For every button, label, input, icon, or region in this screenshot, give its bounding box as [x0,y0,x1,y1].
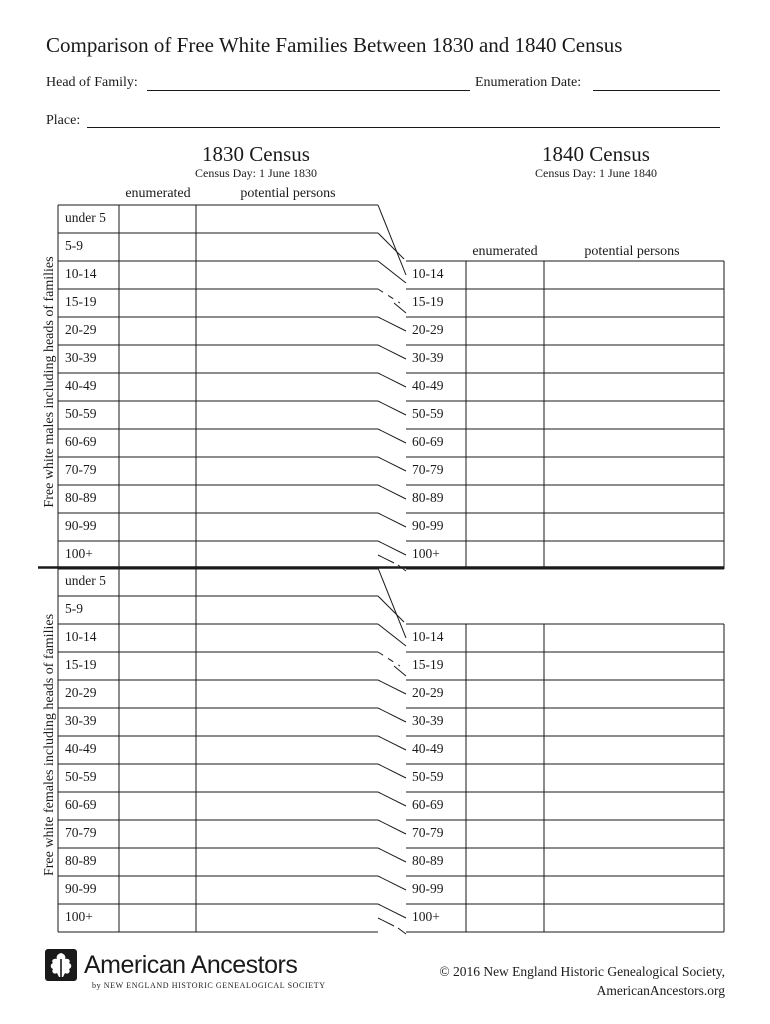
males-1840-age-label: 90-99 [412,518,444,533]
females-1830-age-label: 20-29 [65,685,97,700]
enumeration-date-label: Enumeration Date: [475,75,582,90]
females-connector-line [378,876,406,890]
females-connector-line [398,928,406,934]
males-connector-line [378,429,406,443]
females-1830-age-label: 70-79 [65,825,97,840]
males-1840-age-label: 50-59 [412,406,444,421]
females-connector-line [378,792,406,806]
females-1840-age-label: 30-39 [412,713,444,728]
males-1830-age-label: 100+ [65,546,93,561]
females-1840-age-label: 100+ [412,909,440,924]
females-1830-age-label: 60-69 [65,797,97,812]
col-1830-enumerated: enumerated [125,186,191,201]
website-text: AmericanAncestors.org [596,983,725,998]
males-1840-age-label: 100+ [412,546,440,561]
females-1830-age-label: 50-59 [65,769,97,784]
females-connector-line [378,736,406,750]
females-1840-age-label: 40-49 [412,741,444,756]
males-1830-age-label: 80-89 [65,490,97,505]
males-1830-age-label: 90-99 [65,518,97,533]
col-1830-potential: potential persons [240,186,336,201]
males-1830-age-label: 40-49 [65,378,97,393]
oak-leaf-icon [44,948,78,982]
males-1840-age-label: 15-19 [412,294,444,309]
males-connector-line [378,485,406,499]
census-1840-day: Census Day: 1 June 1840 [535,166,657,180]
males-connector-line [378,317,406,331]
males-1830-age-label: 70-79 [65,462,97,477]
males-connector-line [394,303,406,313]
males-1840-age-label: 70-79 [412,462,444,477]
females-connector-line [378,708,406,722]
males-connector-line [378,541,406,555]
females-1830-age-label: 10-14 [65,629,97,644]
males-connector-line [378,289,400,303]
females-1830-age-label: 30-39 [65,713,97,728]
males-connector-line [378,457,406,471]
females-1840-age-label: 10-14 [412,629,444,644]
males-1830-age-label: 10-14 [65,266,97,281]
males-connector-line [378,373,406,387]
copyright-text: © 2016 New England Historic Genealogical Society, [439,964,725,979]
males-1830-age-label: 50-59 [65,406,97,421]
place-label: Place: [46,113,81,128]
census-1840-title: 1840 Census [542,142,650,166]
males-1840-age-label: 10-14 [412,266,444,281]
males-1830-age-label: 60-69 [65,434,97,449]
females-1830-age-label: 5-9 [65,601,83,616]
females-connector-line [378,918,394,926]
page-title: Comparison of Free White Families Between 1830 and 1840 Census [46,33,623,57]
males-1840-age-label: 30-39 [412,350,444,365]
males-connector-line [378,401,406,415]
males-1830-age-label: 15-19 [65,294,97,309]
col-1840-enumerated: enumerated [472,244,538,259]
males-1830-age-label: 20-29 [65,322,97,337]
females-1840-age-label: 50-59 [412,769,444,784]
females-1830-age-label: 90-99 [65,881,97,896]
males-1830-age-label: 30-39 [65,350,97,365]
females-1830-age-label: 80-89 [65,853,97,868]
males-1830-age-label: 5-9 [65,238,83,253]
males-1830-age-label: under 5 [65,210,106,225]
census-1830-day: Census Day: 1 June 1830 [195,166,317,180]
females-1830-age-label: 100+ [65,909,93,924]
col-1840-potential: potential persons [584,244,680,259]
females-connector-line [378,680,406,694]
males-1840-age-label: 60-69 [412,434,444,449]
females-section-label: Free white females including heads of families [42,613,57,877]
census-1830-title: 1830 Census [202,142,310,166]
females-1830-age-label: under 5 [65,573,106,588]
females-connector-line [378,820,406,834]
males-1840-age-label: 20-29 [412,322,444,337]
females-1840-age-label: 90-99 [412,881,444,896]
females-1840-age-label: 70-79 [412,825,444,840]
males-connector-line [378,345,406,359]
males-1840-age-label: 80-89 [412,490,444,505]
males-connector-line [378,555,394,563]
females-1840-age-label: 20-29 [412,685,444,700]
logo-name: American Ancestors [84,951,298,979]
females-connector-line [378,848,406,862]
females-connector-line [378,904,406,918]
females-connector-line [378,764,406,778]
logo-subtitle: by NEW ENGLAND HISTORIC GENEALOGICAL SOCIETY [92,981,326,990]
females-1840-age-label: 80-89 [412,853,444,868]
males-1840-age-label: 40-49 [412,378,444,393]
females-1840-age-label: 15-19 [412,657,444,672]
females-1830-age-label: 15-19 [65,657,97,672]
head-of-family-label: Head of Family: [46,75,138,90]
males-section-label: Free white males including heads of families [42,256,57,508]
females-1840-age-label: 60-69 [412,797,444,812]
females-connector-line [378,652,400,666]
females-connector-line [394,666,406,676]
females-1830-age-label: 40-49 [65,741,97,756]
males-connector-line [378,513,406,527]
